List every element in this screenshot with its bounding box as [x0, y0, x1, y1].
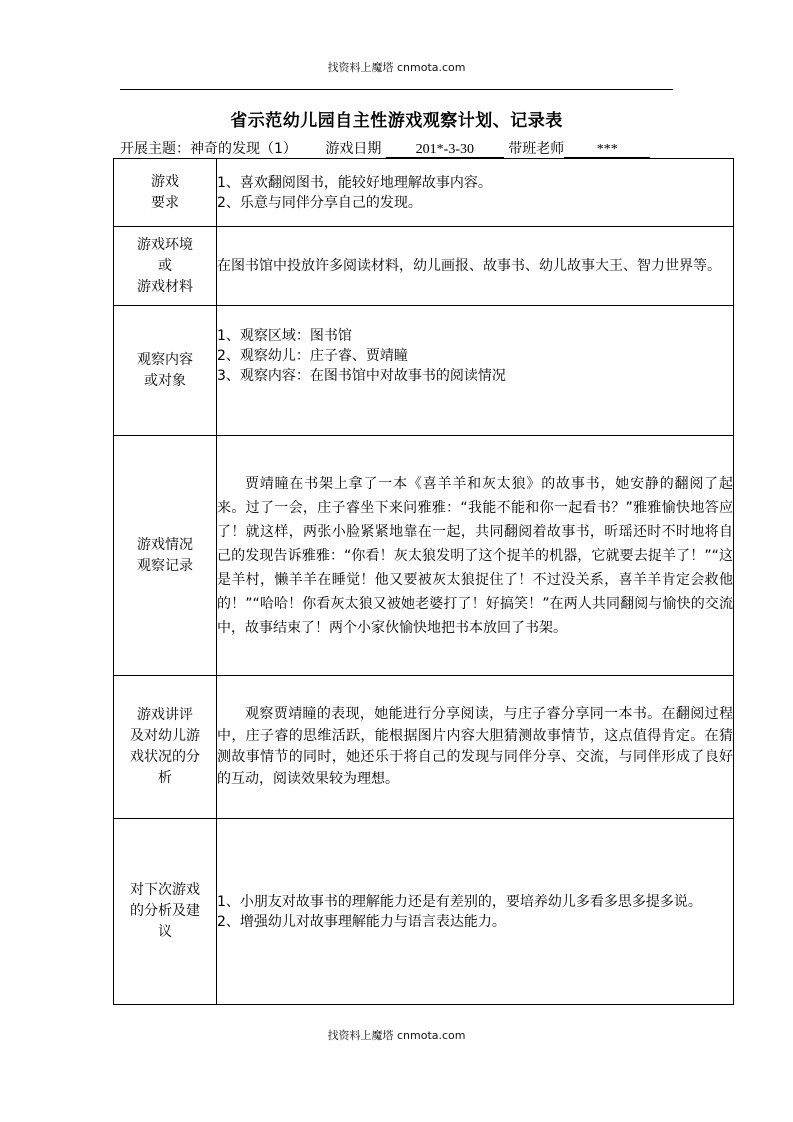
- content-text: 在图书馆中投放许多阅读材料，幼儿画报、故事书、幼儿故事大王、智力世界等。: [217, 257, 721, 274]
- row-content: [217, 227, 734, 306]
- row-content: [217, 819, 734, 1005]
- label-line: 游戏环境: [137, 236, 193, 253]
- table-row: [114, 306, 734, 436]
- content-text: 观察贾靖瞳的表现，她能进行分享阅读，与庄子睿分享同一本书。在翻阅过程中，庄子睿的思维活跃，能根据图片内容大胆猜测故事情节，这点值得肯定。在猜测故事情节的同时，她还乐于将自己的发现与同伴分享、交流，与同伴形成了良好的互动，阅读效果较为理想。: [217, 706, 733, 787]
- meta-line: [120, 138, 650, 158]
- label-line: 游戏: [151, 173, 179, 190]
- header-brand: 找资料上魔塔 cnmota.com: [327, 61, 466, 74]
- label-line: 的分析及建: [130, 903, 200, 919]
- label-line: 及对幼儿游: [130, 728, 200, 744]
- footer-brand: 找资料上魔塔 cnmota.com: [327, 1029, 466, 1042]
- row-content: [217, 676, 734, 819]
- date-value: 201*-3-30: [386, 142, 504, 158]
- table-row: [114, 819, 734, 1005]
- theme-label: 开展主题：神奇的发现（1）: [120, 141, 297, 157]
- label-line: 游戏材料: [137, 278, 193, 295]
- row-content: [217, 436, 734, 676]
- content-line: 2、增强幼儿对故事理解能力与语言表达能力。: [217, 913, 506, 930]
- page-title: 省示范幼儿园自主性游戏观察计划、记录表: [230, 111, 563, 131]
- observation-table: [113, 158, 734, 1005]
- date-label: 游戏日期: [325, 141, 382, 157]
- label-line: 要求: [151, 194, 179, 211]
- row-label: [114, 159, 217, 227]
- row-label: [114, 306, 217, 436]
- content-line: 1、观察区域：图书馆: [217, 328, 352, 344]
- label-line: 对下次游戏: [130, 882, 200, 898]
- teacher-label: 带班老师: [508, 141, 565, 157]
- content-line: 2、观察幼儿：庄子睿、贾靖瞳: [217, 348, 408, 364]
- label-line: 议: [158, 924, 172, 940]
- label-line: 游戏情况: [137, 536, 193, 553]
- row-label: [114, 436, 217, 676]
- label-line: 或对象: [144, 372, 186, 389]
- content-line: 2、乐意与同伴分享自己的发现。: [217, 194, 422, 211]
- label-line: 或: [158, 257, 172, 274]
- label-line: 戏状况的分: [130, 749, 200, 765]
- label-line: 观察内容: [137, 351, 193, 368]
- label-line: 游戏讲评: [137, 707, 193, 723]
- content-line: 1、喜欢翻阅图书，能较好地理解故事内容。: [217, 174, 492, 191]
- table-row: [114, 676, 734, 819]
- content-text: 贾靖瞳在书架上拿了一本《喜羊羊和灰太狼》的故事书，她安静的翻阅了起来。过了一会，庄子睿坐下来问雅雅：“我能不能和你一起看书？”雅雅愉快地答应了！就这样，两张小脸紧紧地靠在一起，共同翻阅着故事书，昕瑶还时不时地将自己的发现告诉雅雅：“你看！灰太狼发明了这个捉羊的机器，它就要去捉羊了！”“这是羊村，懒羊羊在睡觉！他又要被灰太狼捉住了！不过没关系，喜羊羊肯定会救他的！”“哈哈！你看灰太狼又被她老婆打了！好搞笑！”在两人共同翻阅与愉快的交流中，故事结束了！两个小家伙愉快地把书本放回了书架。: [217, 475, 733, 636]
- table-row: [114, 227, 734, 306]
- row-label: [114, 676, 217, 819]
- table-row: [114, 436, 734, 676]
- teacher-value: ***: [564, 142, 650, 158]
- row-label: [114, 819, 217, 1005]
- table-row: [114, 159, 734, 227]
- header-divider: [120, 89, 673, 90]
- label-line: 观察记录: [137, 557, 193, 574]
- content-line: 1、小朋友对故事书的理解能力还是有差别的，要培养幼儿多看多思多提多说。: [217, 893, 702, 910]
- row-label: [114, 227, 217, 306]
- content-line: 3、观察内容：在图书馆中对故事书的阅读情况: [217, 368, 506, 384]
- row-content: [217, 159, 734, 227]
- label-line: 析: [158, 770, 172, 786]
- row-content: [217, 306, 734, 436]
